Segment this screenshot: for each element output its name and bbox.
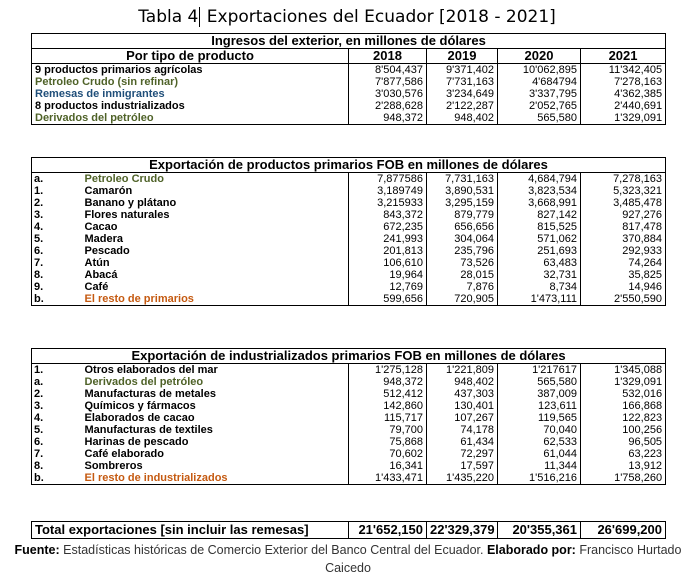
- row-marker: a.: [34, 376, 44, 388]
- cell-value: 387,009: [498, 388, 581, 400]
- cell-value: 74,178: [427, 424, 498, 436]
- cell-value: 2'122,287: [427, 100, 498, 112]
- row-marker: 1.: [34, 364, 44, 376]
- cell-value: 7,877586: [349, 173, 427, 186]
- cell-value: 61,434: [427, 436, 498, 448]
- table-row: [32, 112, 666, 125]
- cell-value: 17,597: [427, 460, 498, 472]
- cell-value: 292,933: [581, 245, 666, 257]
- cell-value: 3,295,159: [427, 197, 498, 209]
- cell-value: 656,656: [427, 221, 498, 233]
- income-table-heading: Ingresos del exterior, en millones de dólares: [32, 34, 666, 49]
- cell-value: 106,610: [349, 257, 427, 269]
- table-title-rest: Exportaciones del Ecuador [2018 - 2021]: [201, 7, 556, 27]
- year-header: 2018: [349, 49, 427, 64]
- row-label: Manufacturas de metales: [84, 388, 216, 400]
- table-row: [32, 400, 666, 412]
- table-row: [32, 221, 666, 233]
- year-header: 2021: [581, 49, 666, 64]
- table-row: [32, 209, 666, 221]
- industrial-exports-heading: Exportación de industrializados primarios FOB en millones de dólares: [32, 349, 666, 364]
- row-marker: 9.: [34, 281, 44, 293]
- cell-value: 7,876: [427, 281, 498, 293]
- cell-value: 8'504,437: [349, 64, 427, 77]
- cell-value: 70,602: [349, 448, 427, 460]
- row-marker: 5.: [34, 233, 44, 245]
- table-row: [32, 64, 666, 77]
- row-label: Otros elaborados del mar: [84, 364, 218, 376]
- row-label: Petroleo Crudo: [84, 173, 164, 185]
- row-label: Madera: [84, 233, 124, 245]
- cell-value: 4'362,385: [581, 88, 666, 100]
- row-marker: a.: [34, 173, 44, 185]
- table-row: [32, 197, 666, 209]
- total-value: 22'329,379: [427, 522, 498, 539]
- table-row: [32, 388, 666, 400]
- row-marker: 3.: [34, 209, 44, 221]
- cell-value: 63,223: [581, 448, 666, 460]
- row-marker: 6.: [34, 245, 44, 257]
- row-label: Atún: [84, 257, 110, 269]
- cell-value: 142,860: [349, 400, 427, 412]
- total-label: Total exportaciones [sin incluir las remesas]: [35, 522, 309, 537]
- row-label: Manufacturas de textiles: [84, 424, 213, 436]
- year-header: 2019: [427, 49, 498, 64]
- primary-exports-table: [31, 157, 666, 306]
- cell-value: 13,912: [581, 460, 666, 472]
- cell-value: 1'758,260: [581, 472, 666, 485]
- row-marker: 5.: [34, 424, 44, 436]
- cell-value: 4,684,794: [498, 173, 581, 186]
- row-marker: 6.: [34, 436, 44, 448]
- table-row: [32, 460, 666, 472]
- cell-value: 927,276: [581, 209, 666, 221]
- table-row: [32, 436, 666, 448]
- cell-value: 7'731,163: [427, 76, 498, 88]
- cell-value: 1'473,111: [498, 293, 581, 306]
- cell-value: 11,344: [498, 460, 581, 472]
- cell-value: 19,964: [349, 269, 427, 281]
- cell-value: 948,402: [427, 112, 498, 125]
- table-row: [32, 412, 666, 424]
- cell-value: 7'278,163: [581, 76, 666, 88]
- row-label: Abacá: [84, 269, 118, 281]
- row-label: Camarón: [84, 185, 133, 197]
- row-label: 8 productos industrializados: [35, 100, 185, 112]
- cell-value: 16,341: [349, 460, 427, 472]
- cell-value: 70,040: [498, 424, 581, 436]
- row-marker: b.: [34, 293, 44, 305]
- cell-value: 3,215933: [349, 197, 427, 209]
- cell-value: 532,016: [581, 388, 666, 400]
- cell-value: 63,483: [498, 257, 581, 269]
- cell-value: 75,868: [349, 436, 427, 448]
- row-marker: 4.: [34, 221, 44, 233]
- cell-value: 827,142: [498, 209, 581, 221]
- cell-value: 79,700: [349, 424, 427, 436]
- row-marker: 2.: [34, 197, 44, 209]
- cell-value: 3'030,576: [349, 88, 427, 100]
- cell-value: 3,485,478: [581, 197, 666, 209]
- cell-value: 512,412: [349, 388, 427, 400]
- cell-value: 241,993: [349, 233, 427, 245]
- cell-value: 571,062: [498, 233, 581, 245]
- cell-value: 304,064: [427, 233, 498, 245]
- income-table: [31, 33, 666, 125]
- row-label: El resto de primarios: [84, 293, 194, 305]
- cell-value: 3'234,649: [427, 88, 498, 100]
- cell-value: 672,235: [349, 221, 427, 233]
- cell-value: 119,565: [498, 412, 581, 424]
- cell-value: 107,267: [427, 412, 498, 424]
- table-row: [32, 293, 666, 306]
- row-marker: b.: [34, 472, 44, 484]
- table-row: [32, 257, 666, 269]
- cell-value: 35,825: [581, 269, 666, 281]
- row-label: Petroleo Crudo (sin refinar): [35, 76, 179, 88]
- row-label: Derivados del petróleo: [35, 112, 154, 124]
- cell-value: 28,015: [427, 269, 498, 281]
- row-label: Remesas de inmigrantes: [35, 88, 165, 100]
- table-row: [32, 281, 666, 293]
- cell-value: 11'342,405: [581, 64, 666, 77]
- cell-value: 115,717: [349, 412, 427, 424]
- table-row: [32, 376, 666, 388]
- cell-value: 1'435,220: [427, 472, 498, 485]
- row-label: El resto de industrializados: [84, 472, 228, 484]
- table-row: [32, 100, 666, 112]
- cell-value: 1'275,128: [349, 364, 427, 377]
- row-label: 9 productos primarios agrícolas: [35, 64, 203, 76]
- row-marker: 7.: [34, 448, 44, 460]
- row-marker: 1.: [34, 185, 44, 197]
- row-label: Banano y plátano: [84, 197, 177, 209]
- cell-value: 251,693: [498, 245, 581, 257]
- cell-value: 370,884: [581, 233, 666, 245]
- source-label: Fuente:: [14, 543, 60, 557]
- cell-value: 96,505: [581, 436, 666, 448]
- cell-value: 3,189749: [349, 185, 427, 197]
- table-row: [32, 245, 666, 257]
- table-row: [32, 472, 666, 485]
- table-title-prefix: Tabla 4: [138, 7, 199, 27]
- cell-value: 4'684794: [498, 76, 581, 88]
- industrial-exports-table: [31, 348, 666, 485]
- cell-value: 7'877,586: [349, 76, 427, 88]
- row-marker: 8.: [34, 460, 44, 472]
- cell-value: 1'345,088: [581, 364, 666, 377]
- income-table-body: [32, 64, 666, 125]
- cell-value: 599,656: [349, 293, 427, 306]
- table-row: [32, 88, 666, 100]
- cell-value: 7,731,163: [427, 173, 498, 186]
- cell-value: 843,372: [349, 209, 427, 221]
- cell-value: 1'433,471: [349, 472, 427, 485]
- cell-value: 130,401: [427, 400, 498, 412]
- total-value: 21'652,150: [349, 522, 427, 539]
- cell-value: 9'371,402: [427, 64, 498, 77]
- row-label: Cacao: [84, 221, 118, 233]
- cell-value: 1'329,091: [581, 376, 666, 388]
- year-header: 2020: [498, 49, 581, 64]
- cell-value: 948,372: [349, 376, 427, 388]
- row-label: Harinas de pescado: [84, 436, 189, 448]
- cell-value: 3,890,531: [427, 185, 498, 197]
- cell-value: 3,668,991: [498, 197, 581, 209]
- total-row-table: [31, 521, 666, 539]
- row-label: Sombreros: [84, 460, 143, 472]
- cell-value: 2'550,590: [581, 293, 666, 306]
- cell-value: 122,823: [581, 412, 666, 424]
- cell-value: 14,946: [581, 281, 666, 293]
- cell-value: 565,580: [498, 376, 581, 388]
- cell-value: 8,734: [498, 281, 581, 293]
- cell-value: 10'062,895: [498, 64, 581, 77]
- cell-value: 1'221,809: [427, 364, 498, 377]
- cell-value: 61,044: [498, 448, 581, 460]
- cell-value: 437,303: [427, 388, 498, 400]
- cell-value: 565,580: [498, 112, 581, 125]
- row-label: Café elaborado: [84, 448, 164, 460]
- table-title: [0, 6, 694, 28]
- cell-value: 72,297: [427, 448, 498, 460]
- table-row: [32, 233, 666, 245]
- cell-value: 948,402: [427, 376, 498, 388]
- cell-value: 62,533: [498, 436, 581, 448]
- row-marker: 7.: [34, 257, 44, 269]
- cell-value: 100,256: [581, 424, 666, 436]
- row-label: Derivados del petróleo: [84, 376, 204, 388]
- cell-value: 32,731: [498, 269, 581, 281]
- cell-value: 123,611: [498, 400, 581, 412]
- total-value: 26'699,200: [581, 522, 666, 539]
- table-row: [32, 424, 666, 436]
- row-marker: 3.: [34, 400, 44, 412]
- primary-exports-body: [32, 173, 666, 306]
- cell-value: 2'288,628: [349, 100, 427, 112]
- industrial-exports-body: [32, 364, 666, 485]
- cell-value: 720,905: [427, 293, 498, 306]
- cell-value: 235,796: [427, 245, 498, 257]
- cell-value: 3,823,534: [498, 185, 581, 197]
- table-row: [32, 76, 666, 88]
- cell-value: 817,478: [581, 221, 666, 233]
- cell-value: 879,779: [427, 209, 498, 221]
- row-label: Pescado: [84, 245, 130, 257]
- cell-value: 7,278,163: [581, 173, 666, 186]
- row-marker: 4.: [34, 412, 44, 424]
- total-value: 20'355,361: [498, 522, 581, 539]
- cell-value: 1'329,091: [581, 112, 666, 125]
- cell-value: 73,526: [427, 257, 498, 269]
- cell-value: 201,813: [349, 245, 427, 257]
- cell-value: 74,264: [581, 257, 666, 269]
- table-row: [32, 269, 666, 281]
- row-label: Flores naturales: [84, 209, 170, 221]
- cell-value: 948,372: [349, 112, 427, 125]
- income-table-header-row: [32, 49, 666, 64]
- cell-value: 12,769: [349, 281, 427, 293]
- cell-value: 815,525: [498, 221, 581, 233]
- source-text: Estadísticas históricas de Comercio Exterior del Banco Central del Ecuador.: [59, 543, 487, 557]
- row-label: Químicos y fármacos: [84, 400, 196, 412]
- row-marker: 2.: [34, 388, 44, 400]
- table-row: [32, 448, 666, 460]
- table-row: [32, 185, 666, 197]
- cell-value: 1'217617: [498, 364, 581, 377]
- cell-value: 2'052,765: [498, 100, 581, 112]
- product-type-header: Por tipo de producto: [32, 49, 349, 64]
- cell-value: 2'440,691: [581, 100, 666, 112]
- total-row: [32, 522, 666, 539]
- source-note: [6, 541, 690, 577]
- table-row: [32, 173, 666, 186]
- table-row: [32, 364, 666, 377]
- cell-value: 3'337,795: [498, 88, 581, 100]
- cell-value: 5,323,321: [581, 185, 666, 197]
- row-label: Elaborados de cacao: [84, 412, 195, 424]
- row-label: Café: [84, 281, 109, 293]
- primary-exports-heading: Exportación de productos primarios FOB en millones de dólares: [32, 158, 666, 173]
- cell-value: 1'516,216: [498, 472, 581, 485]
- author-label: Elaborado por:: [486, 543, 576, 557]
- row-marker: 8.: [34, 269, 44, 281]
- author-text: Francisco Hurtado Caicedo: [325, 543, 682, 575]
- cell-value: 166,868: [581, 400, 666, 412]
